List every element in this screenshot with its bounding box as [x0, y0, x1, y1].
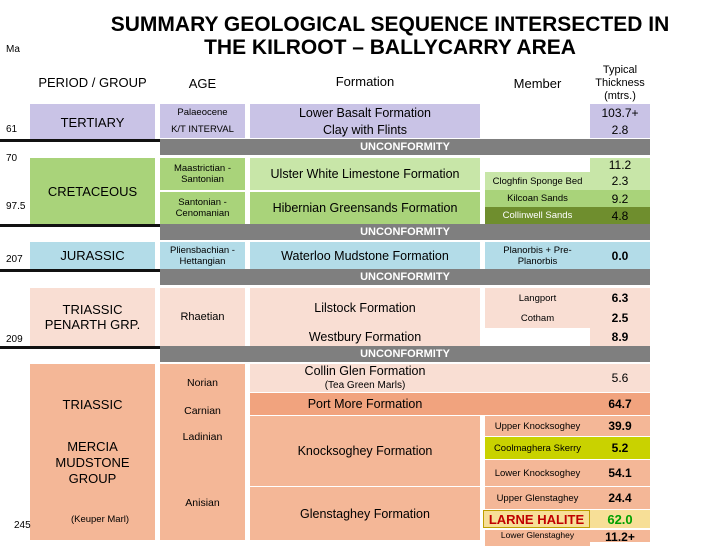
formation-header: Formation: [335, 74, 395, 89]
ma-97-5: 97.5: [6, 201, 26, 212]
member-cotham: Cotham: [485, 308, 590, 328]
thickness-upper-knock: 39.9: [590, 416, 650, 436]
ma-209: 209: [6, 334, 23, 345]
age-santonian: Santonian - Cenomanian: [160, 192, 245, 224]
formation-port-more: Port More Formation: [250, 393, 480, 415]
unconformity-1: UNCONFORMITY: [160, 139, 650, 155]
thickness-header: Typical Thickness (mtrs.): [595, 63, 645, 102]
thickness-lower-knock: 54.1: [590, 460, 650, 486]
member-lower-glenstaghey: Lower Glenstaghey: [485, 530, 590, 546]
age-triassic-block: [160, 364, 245, 540]
age-rhaetian: Rhaetian: [160, 288, 245, 346]
member-kilcoan: Kilcoan Sands: [485, 190, 590, 207]
member-blank-portmore: [480, 393, 590, 415]
member-larne-halite: LARNE HALITE: [483, 510, 590, 528]
thickness-cotham: 2.5: [590, 308, 650, 328]
unconformity-3: UNCONFORMITY: [160, 269, 650, 285]
ma-207: 207: [6, 254, 23, 265]
formation-waterloo: Waterloo Mudstone Formation: [250, 242, 480, 269]
ma-70: 70: [6, 153, 18, 164]
member-header: Member: [513, 76, 562, 91]
period-jurassic: JURASSIC: [30, 242, 155, 269]
period-mercia: MERCIA MUDSTONE GROUP: [55, 439, 130, 486]
period-cretaceous: CRETACEOUS: [30, 158, 155, 224]
formation-collin-glen: Collin Glen Formation: [304, 364, 426, 378]
member-langport: Langport: [485, 288, 590, 308]
age-pliensbachian: Pliensbachian - Hettangian: [160, 242, 245, 269]
ma-245: 245: [14, 520, 31, 531]
boundary-line: [0, 269, 160, 272]
formation-lower-basalt: Lower Basalt Formation: [250, 104, 480, 121]
age-norian: Norian: [187, 376, 218, 389]
member-collinwell: Collinwell Sands: [485, 207, 590, 224]
age-anisian: Anisian: [185, 496, 220, 509]
member-upper-glenstaghey: Upper Glenstaghey: [485, 487, 590, 509]
formation-lilstock: Lilstock Formation: [250, 288, 480, 328]
period-header: PERIOD / GROUP: [38, 75, 147, 90]
ma-61: 61: [6, 124, 18, 135]
formation-knocksoghey: Knocksoghey Formation: [250, 416, 480, 486]
title-line-2: THE KILROOT – BALLYCARRY AREA: [204, 36, 576, 59]
age-maastrictian: Maastrictian - Santonian: [160, 158, 245, 190]
period-tertiary: TERTIARY: [30, 104, 155, 140]
thickness-flints: 2.8: [590, 121, 650, 138]
thickness-larne: 62.0: [590, 510, 650, 528]
formation-glenstaghey: Glenstaghey Formation: [250, 487, 480, 540]
age-carnian: Carnian: [184, 404, 221, 417]
thickness-collin: 5.6: [611, 371, 629, 385]
member-cloghfin: Cloghfin Sponge Bed: [485, 172, 590, 190]
thickness-portmore: 64.7: [590, 393, 650, 415]
period-triassic: TRIASSIC: [62, 396, 123, 412]
period-keuper: (Keuper Marl): [70, 513, 130, 525]
thickness-westbury: 8.9: [590, 328, 650, 346]
thickness-collinwell: 4.8: [590, 207, 650, 224]
thickness-coolmaghera: 5.2: [590, 437, 650, 459]
thickness-kilcoan: 9.2: [590, 190, 650, 207]
formation-westbury: Westbury Formation: [250, 328, 480, 346]
formation-collin-glen-sub: (Tea Green Marls): [324, 380, 406, 391]
formation-clay-flints: Clay with Flints: [250, 121, 480, 138]
thickness-basalt: 103.7+: [590, 104, 650, 121]
title-line-1: SUMMARY GEOLOGICAL SEQUENCE INTERSECTED IN: [110, 13, 670, 36]
unconformity-4: UNCONFORMITY: [160, 346, 650, 362]
unconformity-2: UNCONFORMITY: [160, 224, 650, 240]
age-palaeocene: Palaeocene: [160, 104, 245, 121]
formation-hibernian: Hibernian Greensands Formation: [250, 192, 480, 224]
boundary-line: [0, 139, 160, 142]
thickness-langport: 6.3: [590, 288, 650, 308]
age-kt-interval: K/T INTERVAL: [160, 121, 245, 138]
ma-header: Ma: [6, 44, 20, 55]
formation-ulster: Ulster White Limestone Formation: [250, 158, 480, 190]
age-header: AGE: [188, 76, 217, 91]
member-lower-knocksoghey: Lower Knocksoghey: [485, 460, 590, 486]
member-planorbis: Planorbis + Pre-Planorbis: [485, 242, 590, 269]
thickness-lower-glen: 11.2+: [590, 530, 650, 542]
period-triassic-penarth: TRIASSIC PENARTH GRP.: [30, 288, 155, 346]
boundary-line: [0, 224, 160, 227]
thickness-waterloo: 0.0: [590, 242, 650, 269]
boundary-line: [0, 346, 160, 349]
member-coolmaghera: Coolmaghera Skerry: [485, 437, 590, 459]
thickness-cloghfin: 2.3: [590, 172, 650, 190]
thickness-upper-glen: 24.4: [590, 487, 650, 509]
thickness-ulster: 11.2: [590, 158, 650, 172]
age-ladinian: Ladinian: [182, 430, 223, 443]
member-upper-knocksoghey: Upper Knocksoghey: [485, 416, 590, 436]
